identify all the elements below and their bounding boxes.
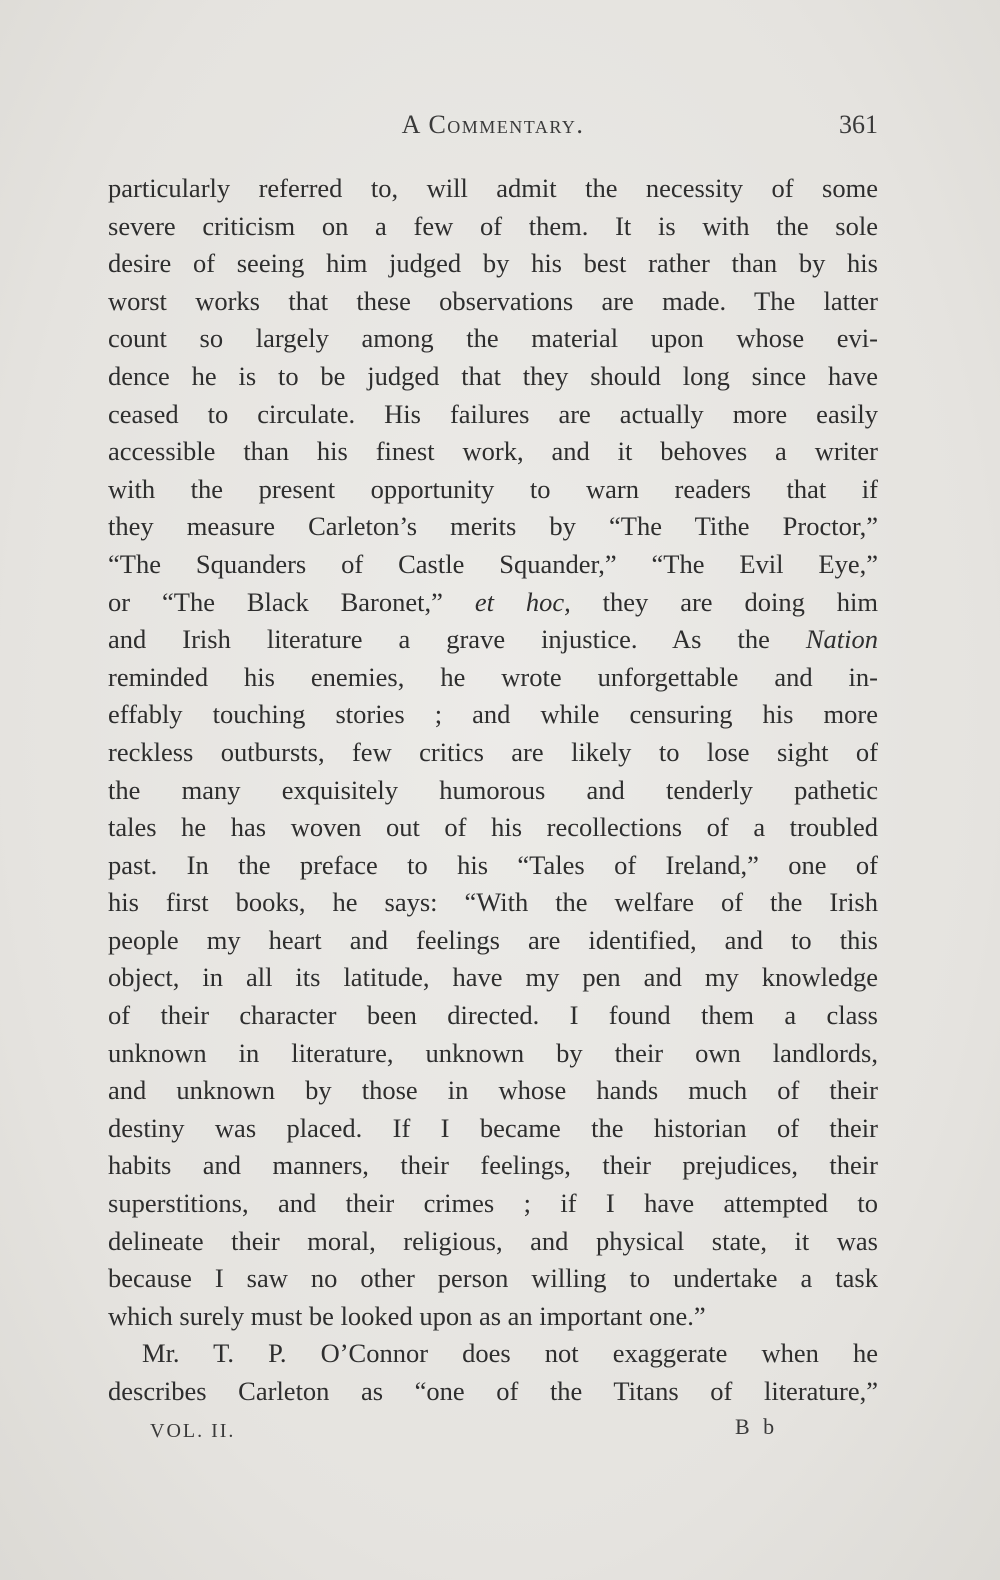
- text-segment: and Irish literature a grave injustice. As the: [108, 624, 770, 655]
- text-line: dence he is to be judged that they should long since have: [108, 360, 878, 391]
- text-line: his first books, he says: “With the welfare of the Irish: [108, 887, 878, 918]
- text-line: desire of seeing him judged by his best rather than by his: [108, 248, 878, 279]
- text-line: [108, 584, 878, 622]
- text-line: of their character been directed. I found them a class: [108, 1000, 878, 1031]
- text-line: accessible than his finest work, and it behoves a writer: [108, 436, 878, 467]
- text-line: unknown in literature, unknown by their own landlords,: [108, 1037, 878, 1068]
- text-line: severe criticism on a few of them. It is with the sole: [108, 210, 878, 241]
- text-line: worst works that these observations are made. The latter: [108, 285, 878, 316]
- text-line: and unknown by those in whose hands much of their: [108, 1075, 878, 1106]
- text-line: count so largely among the material upon whose evi-: [108, 323, 878, 354]
- text-line: which surely must be looked upon as an important one.”: [108, 1300, 706, 1331]
- text-line: reminded his enemies, he wrote unforgettable and in-: [108, 661, 878, 692]
- volume-label: VOL. II.: [150, 1420, 236, 1442]
- italic-phrase: et hoc,: [474, 586, 571, 617]
- italic-title: Nation: [805, 624, 878, 655]
- text-line: object, in all its latitude, have my pen and my knowledge: [108, 962, 878, 993]
- running-head: [108, 110, 878, 146]
- text-line: superstitions, and their crimes ; if I have attempted to: [108, 1188, 878, 1219]
- text-line: the many exquisitely humorous and tenderly pathetic: [108, 774, 878, 805]
- page-number: 361: [839, 110, 878, 139]
- text-line: effably touching stories ; and while censuring his more: [108, 699, 878, 730]
- text-line: Mr. T. P. O’Connor does not exaggerate when he: [142, 1338, 878, 1369]
- text-line: people my heart and feelings are identified, and to this: [108, 924, 878, 955]
- text-line: destiny was placed. If I became the historian of their: [108, 1112, 878, 1143]
- running-title: A Commentary.: [401, 110, 585, 139]
- text-line: [108, 621, 878, 659]
- signature-mark: B b: [735, 1414, 779, 1439]
- text-segment: or “The Black Baronet,”: [108, 586, 443, 617]
- text-line: delineate their moral, religious, and physical state, it was: [108, 1225, 878, 1256]
- text-line: habits and manners, their feelings, their prejudices, their: [108, 1150, 878, 1181]
- text-line: because I saw no other person willing to undertake a task: [108, 1263, 878, 1294]
- text-line: with the present opportunity to warn readers that if: [108, 473, 878, 504]
- text-line: reckless outbursts, few critics are likely to lose sight of: [108, 736, 878, 767]
- text-line: describes Carleton as “one of the Titans of literature,”: [108, 1376, 878, 1406]
- text-line: they measure Carleton’s merits by “The Tithe Proctor,”: [108, 511, 878, 542]
- body-text: [108, 170, 878, 1411]
- text-segment: they are doing him: [602, 586, 878, 617]
- text-line: tales he has woven out of his recollections of a troubled: [108, 812, 878, 843]
- page-footer: [150, 1414, 840, 1450]
- text-line: ceased to circulate. His failures are actually more easily: [108, 398, 878, 429]
- text-line: “The Squanders of Castle Squander,” “The Evil Eye,”: [108, 548, 878, 579]
- text-line: past. In the preface to his “Tales of Ireland,” one of: [108, 849, 878, 880]
- text-line: particularly referred to, will admit the necessity of some: [108, 173, 878, 203]
